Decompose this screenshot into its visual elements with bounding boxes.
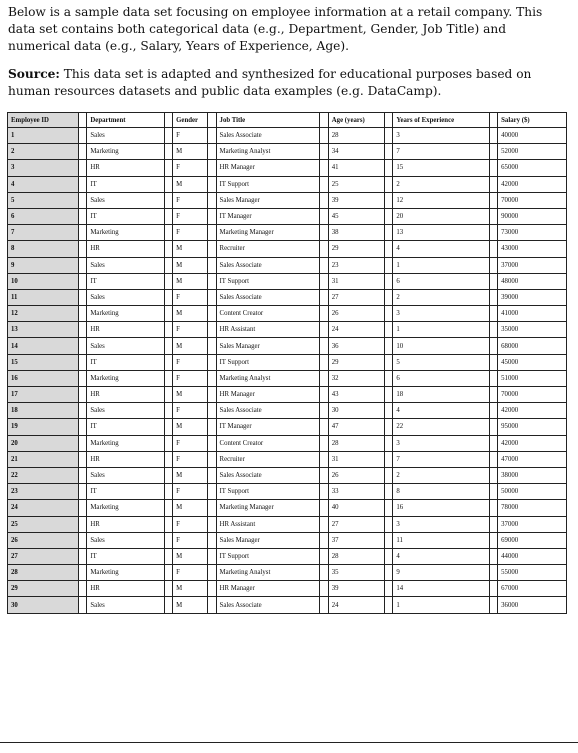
cell-salary: 47000 [498, 451, 567, 467]
cell-employee-id: 29 [8, 581, 79, 597]
cell-department: Sales [87, 597, 164, 613]
cell-department: Sales [87, 192, 164, 208]
table-row [8, 128, 567, 144]
cell-years-experience: 20 [393, 208, 489, 224]
cell-department: Sales [87, 532, 164, 548]
cell-years-experience: 13 [393, 225, 489, 241]
bottom-divider [0, 742, 578, 743]
cell-years-experience: 16 [393, 500, 489, 516]
cell-years-experience: 7 [393, 144, 489, 160]
cell-job-title: Marketing Manager [216, 500, 320, 516]
cell-department: HR [87, 322, 164, 338]
cell-years-experience: 3 [393, 435, 489, 451]
cell-salary: 65000 [498, 160, 567, 176]
cell-gender: F [173, 192, 208, 208]
cell-employee-id: 2 [8, 144, 79, 160]
cell-age: 45 [328, 208, 384, 224]
table-row [8, 435, 567, 451]
cell-salary: 39000 [498, 289, 567, 305]
cell-years-experience: 12 [393, 192, 489, 208]
table-row [8, 176, 567, 192]
cell-salary: 36000 [498, 597, 567, 613]
cell-department: IT [87, 208, 164, 224]
cell-department: Marketing [87, 370, 164, 386]
cell-age: 25 [328, 176, 384, 192]
table-row [8, 257, 567, 273]
cell-employee-id: 27 [8, 548, 79, 564]
cell-employee-id: 25 [8, 516, 79, 532]
cell-job-title: IT Support [216, 176, 320, 192]
table-row [8, 322, 567, 338]
cell-age: 23 [328, 257, 384, 273]
table-header-row [8, 113, 567, 128]
cell-job-title: Sales Associate [216, 128, 320, 144]
cell-age: 36 [328, 338, 384, 354]
cell-age: 33 [328, 484, 384, 500]
cell-years-experience: 18 [393, 387, 489, 403]
table-row [8, 208, 567, 224]
cell-age: 24 [328, 597, 384, 613]
cell-employee-id: 30 [8, 597, 79, 613]
cell-job-title: IT Support [216, 548, 320, 564]
cell-gender: F [173, 354, 208, 370]
cell-employee-id: 20 [8, 435, 79, 451]
cell-department: IT [87, 484, 164, 500]
cell-employee-id: 22 [8, 467, 79, 483]
cell-gender: F [173, 370, 208, 386]
cell-department: IT [87, 419, 164, 435]
cell-job-title: Recruiter [216, 451, 320, 467]
cell-age: 28 [328, 128, 384, 144]
cell-salary: 67000 [498, 581, 567, 597]
cell-salary: 44000 [498, 548, 567, 564]
cell-gender: M [173, 241, 208, 257]
cell-age: 40 [328, 500, 384, 516]
cell-salary: 37000 [498, 257, 567, 273]
table-row [8, 273, 567, 289]
table-row [8, 306, 567, 322]
cell-years-experience: 4 [393, 241, 489, 257]
table-row [8, 192, 567, 208]
cell-salary: 73000 [498, 225, 567, 241]
cell-age: 38 [328, 225, 384, 241]
cell-gender: F [173, 225, 208, 241]
cell-years-experience: 2 [393, 176, 489, 192]
cell-department: IT [87, 176, 164, 192]
cell-gender: F [173, 322, 208, 338]
cell-job-title: Marketing Analyst [216, 565, 320, 581]
cell-age: 29 [328, 241, 384, 257]
cell-department: IT [87, 548, 164, 564]
table-body [8, 128, 567, 614]
table-row [8, 419, 567, 435]
cell-gender: F [173, 484, 208, 500]
cell-gender: M [173, 387, 208, 403]
cell-job-title: Sales Manager [216, 338, 320, 354]
cell-salary: 35000 [498, 322, 567, 338]
cell-employee-id: 10 [8, 273, 79, 289]
cell-department: IT [87, 354, 164, 370]
cell-department: HR [87, 160, 164, 176]
cell-job-title: Content Creator [216, 435, 320, 451]
cell-salary: 42000 [498, 435, 567, 451]
cell-salary: 51000 [498, 370, 567, 386]
cell-gender: M [173, 467, 208, 483]
header-years-experience: Years of Experience [393, 113, 489, 128]
cell-gender: M [173, 257, 208, 273]
table-row [8, 160, 567, 176]
cell-department: HR [87, 516, 164, 532]
cell-gender: M [173, 548, 208, 564]
header-job-title: Job Title [216, 113, 320, 128]
cell-employee-id: 3 [8, 160, 79, 176]
cell-salary: 42000 [498, 403, 567, 419]
cell-years-experience: 2 [393, 467, 489, 483]
cell-employee-id: 7 [8, 225, 79, 241]
cell-department: Marketing [87, 565, 164, 581]
cell-employee-id: 6 [8, 208, 79, 224]
cell-salary: 40000 [498, 128, 567, 144]
cell-salary: 37000 [498, 516, 567, 532]
cell-department: Sales [87, 128, 164, 144]
cell-salary: 78000 [498, 500, 567, 516]
cell-salary: 90000 [498, 208, 567, 224]
cell-job-title: HR Manager [216, 387, 320, 403]
cell-gender: F [173, 516, 208, 532]
cell-department: HR [87, 387, 164, 403]
cell-department: Sales [87, 338, 164, 354]
cell-employee-id: 21 [8, 451, 79, 467]
cell-department: Marketing [87, 435, 164, 451]
cell-salary: 48000 [498, 273, 567, 289]
employee-table [7, 112, 567, 614]
cell-job-title: Sales Associate [216, 403, 320, 419]
cell-age: 27 [328, 289, 384, 305]
source-text: This data set is adapted and synthesized for educational purposes based on human resources datasets and public data examples (e.g. DataCamp). [8, 67, 532, 98]
table-row [8, 532, 567, 548]
cell-age: 37 [328, 532, 384, 548]
cell-age: 30 [328, 403, 384, 419]
table-row [8, 500, 567, 516]
cell-employee-id: 17 [8, 387, 79, 403]
cell-years-experience: 10 [393, 338, 489, 354]
cell-employee-id: 19 [8, 419, 79, 435]
cell-gender: M [173, 597, 208, 613]
table-row [8, 597, 567, 613]
cell-job-title: IT Manager [216, 419, 320, 435]
cell-employee-id: 16 [8, 370, 79, 386]
cell-salary: 68000 [498, 338, 567, 354]
cell-age: 43 [328, 387, 384, 403]
cell-department: HR [87, 241, 164, 257]
cell-job-title: IT Support [216, 273, 320, 289]
cell-gender: F [173, 128, 208, 144]
cell-salary: 52000 [498, 144, 567, 160]
cell-employee-id: 26 [8, 532, 79, 548]
cell-department: HR [87, 581, 164, 597]
cell-age: 35 [328, 565, 384, 581]
cell-job-title: HR Manager [216, 160, 320, 176]
source-paragraph [8, 66, 568, 100]
cell-employee-id: 18 [8, 403, 79, 419]
cell-years-experience: 4 [393, 548, 489, 564]
cell-age: 41 [328, 160, 384, 176]
cell-years-experience: 3 [393, 516, 489, 532]
table-row [8, 387, 567, 403]
cell-employee-id: 11 [8, 289, 79, 305]
table-row [8, 144, 567, 160]
cell-age: 39 [328, 192, 384, 208]
cell-salary: 41000 [498, 306, 567, 322]
cell-gender: F [173, 160, 208, 176]
table-row [8, 225, 567, 241]
cell-gender: F [173, 403, 208, 419]
cell-gender: M [173, 176, 208, 192]
cell-employee-id: 4 [8, 176, 79, 192]
cell-job-title: IT Manager [216, 208, 320, 224]
cell-salary: 38000 [498, 467, 567, 483]
cell-employee-id: 12 [8, 306, 79, 322]
cell-age: 27 [328, 516, 384, 532]
table-row [8, 451, 567, 467]
cell-years-experience: 22 [393, 419, 489, 435]
cell-age: 26 [328, 467, 384, 483]
cell-gender: F [173, 451, 208, 467]
cell-department: Sales [87, 289, 164, 305]
cell-job-title: Sales Manager [216, 532, 320, 548]
cell-department: HR [87, 451, 164, 467]
intro-paragraph: Below is a sample data set focusing on employee information at a retail company. This data set contains both categorical data (e.g., Department, Gender, Job Title) and numerical data (e.g., Salary, Years of Experience, Age). [8, 5, 543, 53]
cell-years-experience: 7 [393, 451, 489, 467]
cell-gender: M [173, 338, 208, 354]
cell-employee-id: 8 [8, 241, 79, 257]
cell-job-title: Content Creator [216, 306, 320, 322]
cell-gender: F [173, 289, 208, 305]
cell-job-title: Recruiter [216, 241, 320, 257]
cell-years-experience: 11 [393, 532, 489, 548]
cell-years-experience: 4 [393, 403, 489, 419]
cell-age: 47 [328, 419, 384, 435]
cell-years-experience: 1 [393, 322, 489, 338]
table-row [8, 289, 567, 305]
cell-employee-id: 15 [8, 354, 79, 370]
cell-job-title: Marketing Manager [216, 225, 320, 241]
cell-years-experience: 3 [393, 306, 489, 322]
cell-employee-id: 14 [8, 338, 79, 354]
cell-years-experience: 15 [393, 160, 489, 176]
cell-gender: M [173, 419, 208, 435]
table-row [8, 581, 567, 597]
cell-gender: M [173, 581, 208, 597]
cell-years-experience: 1 [393, 597, 489, 613]
cell-employee-id: 28 [8, 565, 79, 581]
cell-employee-id: 5 [8, 192, 79, 208]
cell-gender: M [173, 144, 208, 160]
table-row [8, 338, 567, 354]
cell-age: 31 [328, 273, 384, 289]
cell-age: 34 [328, 144, 384, 160]
cell-job-title: HR Assistant [216, 322, 320, 338]
cell-employee-id: 9 [8, 257, 79, 273]
cell-job-title: Sales Associate [216, 467, 320, 483]
cell-department: IT [87, 273, 164, 289]
cell-salary: 70000 [498, 192, 567, 208]
cell-job-title: IT Support [216, 354, 320, 370]
cell-age: 28 [328, 435, 384, 451]
cell-job-title: Marketing Analyst [216, 144, 320, 160]
cell-years-experience: 14 [393, 581, 489, 597]
cell-gender: F [173, 208, 208, 224]
cell-age: 28 [328, 548, 384, 564]
cell-age: 39 [328, 581, 384, 597]
cell-salary: 95000 [498, 419, 567, 435]
cell-years-experience: 5 [393, 354, 489, 370]
cell-age: 29 [328, 354, 384, 370]
cell-salary: 70000 [498, 387, 567, 403]
cell-job-title: Sales Manager [216, 192, 320, 208]
cell-years-experience: 2 [393, 289, 489, 305]
cell-age: 26 [328, 306, 384, 322]
cell-gender: M [173, 500, 208, 516]
cell-employee-id: 13 [8, 322, 79, 338]
cell-employee-id: 23 [8, 484, 79, 500]
cell-years-experience: 9 [393, 565, 489, 581]
cell-years-experience: 6 [393, 370, 489, 386]
cell-department: Sales [87, 257, 164, 273]
cell-gender: M [173, 306, 208, 322]
cell-years-experience: 1 [393, 257, 489, 273]
cell-salary: 42000 [498, 176, 567, 192]
cell-employee-id: 24 [8, 500, 79, 516]
table-row [8, 354, 567, 370]
cell-salary: 69000 [498, 532, 567, 548]
cell-job-title: IT Support [216, 484, 320, 500]
cell-salary: 45000 [498, 354, 567, 370]
cell-years-experience: 6 [393, 273, 489, 289]
header-age: Age (years) [328, 113, 384, 128]
cell-department: Sales [87, 403, 164, 419]
cell-age: 32 [328, 370, 384, 386]
header-employee-id: Employee ID [8, 113, 79, 128]
cell-years-experience: 3 [393, 128, 489, 144]
table-row [8, 467, 567, 483]
table-row [8, 370, 567, 386]
cell-job-title: Sales Associate [216, 289, 320, 305]
cell-job-title: Marketing Analyst [216, 370, 320, 386]
cell-employee-id: 1 [8, 128, 79, 144]
cell-department: Marketing [87, 306, 164, 322]
cell-gender: F [173, 435, 208, 451]
table-row [8, 565, 567, 581]
source-label: Source: [8, 67, 60, 81]
table-row [8, 403, 567, 419]
cell-department: Marketing [87, 500, 164, 516]
cell-job-title: Sales Associate [216, 257, 320, 273]
cell-age: 24 [328, 322, 384, 338]
cell-years-experience: 8 [393, 484, 489, 500]
cell-department: Marketing [87, 225, 164, 241]
cell-gender: F [173, 565, 208, 581]
header-gender: Gender [173, 113, 208, 128]
table-row [8, 484, 567, 500]
cell-salary: 43000 [498, 241, 567, 257]
cell-job-title: HR Manager [216, 581, 320, 597]
table-row [8, 241, 567, 257]
cell-department: Sales [87, 467, 164, 483]
table-row [8, 516, 567, 532]
cell-salary: 50000 [498, 484, 567, 500]
table-row [8, 548, 567, 564]
cell-gender: F [173, 532, 208, 548]
cell-department: Marketing [87, 144, 164, 160]
cell-gender: M [173, 273, 208, 289]
cell-age: 31 [328, 451, 384, 467]
header-salary: Salary ($) [498, 113, 567, 128]
header-department: Department [87, 113, 164, 128]
cell-job-title: HR Assistant [216, 516, 320, 532]
cell-salary: 55000 [498, 565, 567, 581]
cell-job-title: Sales Associate [216, 597, 320, 613]
